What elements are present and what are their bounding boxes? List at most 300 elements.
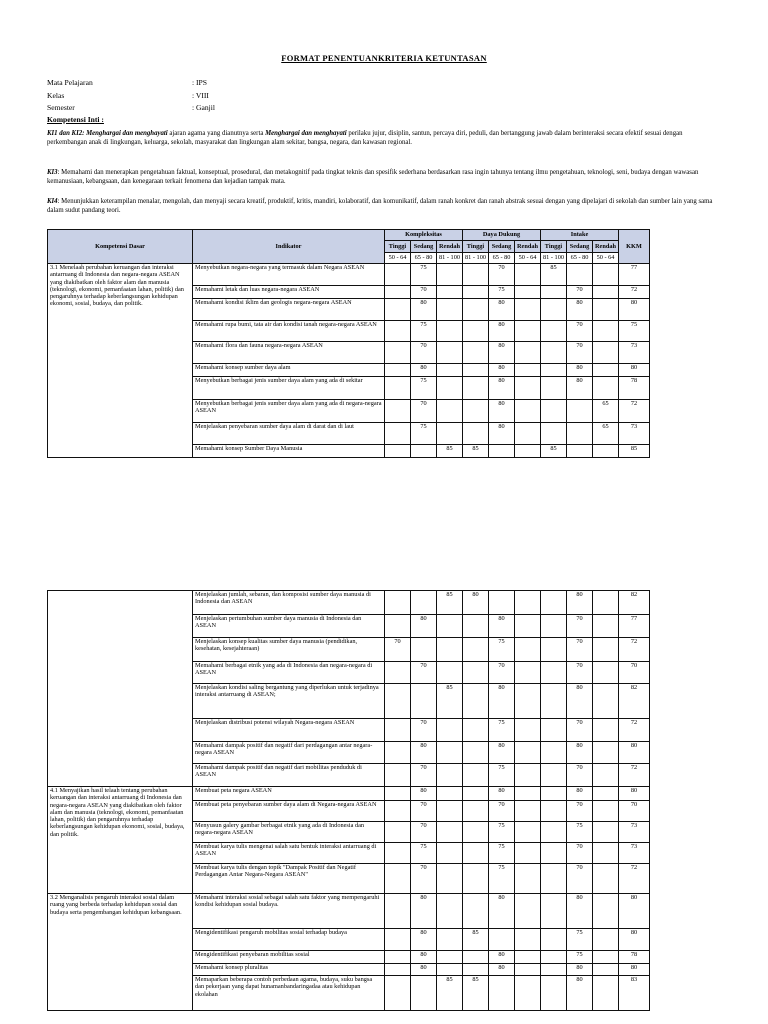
score-cell: 80 (489, 321, 515, 342)
score-cell (567, 445, 593, 458)
score-cell: 85 (541, 264, 567, 286)
score-cell: 65 (593, 400, 619, 423)
kkm-cell: 80 (619, 894, 650, 929)
ki12-paragraph (47, 129, 723, 147)
score-cell (515, 964, 541, 976)
score-cell (541, 964, 567, 976)
score-cell (437, 964, 463, 976)
score-cell: 80 (411, 364, 437, 377)
score-cell (515, 822, 541, 843)
indikator-cell: Memahami letak dan luas negara-negara ASEAN (193, 286, 385, 299)
score-cell (385, 591, 411, 615)
kkm-cell: 72 (619, 286, 650, 299)
score-cell (437, 615, 463, 638)
score-cell (411, 684, 437, 719)
range-header: 65 - 80 (567, 253, 593, 264)
score-cell (385, 615, 411, 638)
score-cell (411, 976, 437, 1011)
score-cell (515, 400, 541, 423)
score-cell (463, 638, 489, 662)
kkm-cell: 80 (619, 299, 650, 321)
score-cell (567, 423, 593, 445)
score-cell: 75 (411, 423, 437, 445)
score-cell (463, 742, 489, 764)
score-cell: 70 (411, 719, 437, 742)
kkm-cell: 78 (619, 377, 650, 400)
kkm-cell: 73 (619, 822, 650, 843)
score-cell (593, 364, 619, 377)
indikator-cell: Menjelaskan pertumbuhan sumber daya manusia di Indonesia dan ASEAN (193, 615, 385, 638)
score-cell (489, 591, 515, 615)
score-cell: 70 (411, 662, 437, 684)
level-header: Rendah (437, 241, 463, 253)
indikator-cell: Memahami berbagai etnik yang ada di Indonesia dan negara-negara di ASEAN (193, 662, 385, 684)
score-cell: 75 (489, 764, 515, 787)
kkm-cell: 82 (619, 591, 650, 615)
score-cell (541, 615, 567, 638)
score-cell: 80 (567, 377, 593, 400)
score-cell (541, 929, 567, 951)
score-cell (515, 894, 541, 929)
score-cell (593, 342, 619, 364)
score-cell: 70 (411, 801, 437, 822)
score-cell: 70 (489, 662, 515, 684)
score-cell: 80 (489, 964, 515, 976)
score-cell (385, 801, 411, 822)
ki12-bold-1: Menghargai dan menghayati (86, 130, 168, 137)
score-cell (489, 976, 515, 1011)
score-cell (541, 801, 567, 822)
score-cell (437, 364, 463, 377)
score-cell (593, 321, 619, 342)
indikator-cell: Memahami flora dan fauna negara-negara ASEAN (193, 342, 385, 364)
score-cell (463, 377, 489, 400)
score-cell: 80 (489, 787, 515, 801)
ki4-lead: KI4 (47, 198, 58, 205)
score-cell: 80 (489, 742, 515, 764)
score-cell: 80 (567, 591, 593, 615)
score-cell: 80 (463, 591, 489, 615)
score-cell: 70 (411, 400, 437, 423)
score-cell: 80 (567, 364, 593, 377)
score-cell: 80 (489, 377, 515, 400)
score-cell: 85 (437, 591, 463, 615)
range-header: 81 - 100 (463, 253, 489, 264)
meta-value: : Ganjil (192, 103, 215, 112)
score-cell (385, 400, 411, 423)
kkm-cell: 80 (619, 787, 650, 801)
ki3-paragraph (47, 168, 723, 186)
score-cell (385, 342, 411, 364)
score-cell (593, 964, 619, 976)
score-cell (385, 894, 411, 929)
score-cell (463, 787, 489, 801)
indikator-cell: Memahami konsep sumber daya alam (193, 364, 385, 377)
score-cell (515, 615, 541, 638)
score-cell: 80 (411, 951, 437, 964)
score-cell (593, 591, 619, 615)
kkm-cell: 73 (619, 423, 650, 445)
score-cell (437, 423, 463, 445)
score-cell: 70 (567, 662, 593, 684)
indikator-cell: Menjelaskan jumlah, sebaran, dan komposisi sumber daya manusia di Indonesia dan ASEAN (193, 591, 385, 615)
score-cell: 75 (567, 951, 593, 964)
range-header: 65 - 80 (411, 253, 437, 264)
score-cell (437, 742, 463, 764)
score-cell: 70 (567, 638, 593, 662)
score-cell: 75 (489, 822, 515, 843)
score-cell (437, 951, 463, 964)
indikator-cell: Memahami konsep Sumber Daya Manusia (193, 445, 385, 458)
score-cell (541, 321, 567, 342)
score-cell (437, 286, 463, 299)
kkm-cell: 80 (619, 364, 650, 377)
score-cell (541, 684, 567, 719)
score-cell (385, 684, 411, 719)
score-cell: 80 (489, 423, 515, 445)
ki12-bold-2: Menghargai dan menghayati (265, 130, 347, 137)
indikator-cell: Memahami dampak positif dan negatif dari perdagangan antar negara-negara ASEAN (193, 742, 385, 764)
score-cell (463, 286, 489, 299)
score-cell (515, 423, 541, 445)
score-cell (515, 764, 541, 787)
indikator-cell: Mengidentifikasi penyebaran mobilitas sosial (193, 951, 385, 964)
score-cell (437, 299, 463, 321)
score-cell (515, 299, 541, 321)
score-cell (385, 764, 411, 787)
score-cell: 70 (567, 321, 593, 342)
ki12-lead: KI1 dan KI2: (47, 130, 87, 137)
indikator-cell: Menjelaskan distribusi potensi wilayah Negara-negara ASEAN (193, 719, 385, 742)
score-cell: 70 (411, 342, 437, 364)
range-header: 50 - 64 (515, 253, 541, 264)
score-cell: 80 (411, 929, 437, 951)
indikator-cell: Menjelaskan kondisi saling bergantung yang diperlukan untuk terjadinya interaksi antarruang di ASEAN; (193, 684, 385, 719)
score-cell (515, 719, 541, 742)
indikator-cell: Menyebutkan negara-negara yang termasuk dalam Negara ASEAN (193, 264, 385, 286)
range-header: 81 - 100 (437, 253, 463, 264)
score-cell (437, 864, 463, 894)
score-cell (385, 951, 411, 964)
indikator-cell: Memahami interaksi sosial sebagai salah satu faktor yang mempengaruhi kondisi kehidupan sosial budaya. (193, 894, 385, 929)
score-cell: 70 (567, 286, 593, 299)
score-cell: 70 (567, 342, 593, 364)
ki3-text: : Memahami dan menerapkan pengetahuan faktual, konseptual, prosedural, dan metakognitif pada tingkat teknis dan spesifik sederhana berdasarkan rasa ingin tahunya tentang ilmu pengetahuan, teknologi, seni, budaya dengan wawasan kemanusiaan, kebangsaan, dan kenegaraan terkait fenomena dan kejadian tampak mata. (47, 169, 699, 185)
score-cell (385, 964, 411, 976)
kkm-cell: 85 (619, 445, 650, 458)
ki4-text: : Menunjukkan keterampilan menalar, mengolah, dan menyaji secara kreatif, produktif, kritis, mandiri, kolaboratif, dan komunikatif, dalam ranah konkret dan ranah abstrak sesuai dengan yang dipelajari di sekolah dan sumber lain yang sama dalam sudut pandang teori. (47, 198, 713, 214)
kkm-cell: 77 (619, 615, 650, 638)
score-cell (593, 684, 619, 719)
score-cell (385, 929, 411, 951)
score-cell (437, 400, 463, 423)
score-cell: 70 (567, 864, 593, 894)
score-cell (463, 684, 489, 719)
score-cell (593, 822, 619, 843)
score-cell (437, 929, 463, 951)
indikator-cell: Membuat karya tulis dengan topik "Dampak Positif dan Negatif Perdagangan Antar Negara-Negara ASEAN" (193, 864, 385, 894)
kkm-cell: 83 (619, 976, 650, 1011)
score-cell (385, 864, 411, 894)
score-cell (515, 377, 541, 400)
score-cell: 80 (411, 964, 437, 976)
score-cell (515, 662, 541, 684)
score-cell (463, 843, 489, 864)
score-cell: 80 (567, 299, 593, 321)
score-cell (541, 894, 567, 929)
indikator-cell: Membuat peta penyebaran sumber daya alam di Negara-negara ASEAN (193, 801, 385, 822)
kkm-cell: 82 (619, 684, 650, 719)
score-cell (541, 787, 567, 801)
meta-value: : IPS (192, 78, 207, 87)
score-cell (385, 321, 411, 342)
level-header: Tinggi (463, 241, 489, 253)
score-cell (489, 929, 515, 951)
score-cell (593, 787, 619, 801)
indikator-cell: Memahami konsep pluralitas (193, 964, 385, 976)
score-cell (437, 638, 463, 662)
score-cell (385, 299, 411, 321)
score-cell: 85 (463, 445, 489, 458)
score-cell (463, 662, 489, 684)
score-cell (515, 364, 541, 377)
score-cell: 80 (489, 364, 515, 377)
score-cell: 85 (541, 445, 567, 458)
score-cell (541, 951, 567, 964)
kkm-cell: 77 (619, 264, 650, 286)
score-cell (541, 843, 567, 864)
score-cell (593, 638, 619, 662)
score-cell (541, 342, 567, 364)
kkm-cell: 72 (619, 764, 650, 787)
kkm-cell: 73 (619, 843, 650, 864)
score-cell (437, 764, 463, 787)
ki4-paragraph (47, 197, 723, 215)
score-cell (593, 951, 619, 964)
meta-block (47, 77, 215, 115)
kompetensi-dasar-cell: 3.2 Menganalisis pengaruh interaksi sosial dalam ruang yang berbeda terhadap kehidupan sosial dan budaya serta pengembangan kehidupan kebangsaan. (48, 894, 193, 1011)
score-cell: 80 (489, 684, 515, 719)
kkm-cell: 72 (619, 638, 650, 662)
kkm-cell: 72 (619, 719, 650, 742)
score-cell (515, 787, 541, 801)
score-cell (593, 976, 619, 1011)
meta-row-subject (47, 77, 215, 90)
kkm-table-page-1 (47, 229, 650, 458)
range-header: 50 - 64 (593, 253, 619, 264)
score-cell (593, 764, 619, 787)
header-kompetensi-dasar: Kompetensi Dasar (48, 230, 193, 264)
document-title: FORMAT PENENTUANKRITERIA KETUNTASAN (281, 53, 487, 63)
score-cell: 80 (489, 342, 515, 364)
score-cell (437, 264, 463, 286)
score-cell: 70 (567, 843, 593, 864)
score-cell (541, 638, 567, 662)
score-cell (463, 822, 489, 843)
score-cell (515, 342, 541, 364)
score-cell (437, 321, 463, 342)
score-cell: 80 (567, 894, 593, 929)
score-cell: 80 (489, 615, 515, 638)
score-cell (463, 719, 489, 742)
score-cell (593, 864, 619, 894)
score-cell (593, 377, 619, 400)
header-kkm: KKM (619, 230, 650, 264)
score-cell (541, 299, 567, 321)
score-cell (541, 742, 567, 764)
ki12-text-2: perilaku jujur, disiplin, santun, percaya diri, peduli, dan bertanggung jawab dalam berinteraksi secara efektif sesuai dengan perkembangan anak di lingkungan, keluarga, sekolah, masyarakat dan lingkungan alam sekitar, bangsa, negara, dan kawasan regional. (47, 130, 683, 146)
score-cell (463, 299, 489, 321)
score-cell (515, 684, 541, 719)
score-cell (385, 976, 411, 1011)
score-cell (593, 615, 619, 638)
score-cell (385, 423, 411, 445)
score-cell (515, 742, 541, 764)
score-cell (515, 321, 541, 342)
score-cell: 70 (489, 264, 515, 286)
score-cell (437, 894, 463, 929)
kkm-cell: 80 (619, 964, 650, 976)
score-cell (541, 822, 567, 843)
score-cell (437, 377, 463, 400)
score-cell (515, 286, 541, 299)
indikator-cell: Membuat peta negara ASEAN (193, 787, 385, 801)
score-cell: 75 (489, 286, 515, 299)
level-header: Tinggi (541, 241, 567, 253)
score-cell (515, 976, 541, 1011)
score-cell: 70 (385, 638, 411, 662)
score-cell (541, 976, 567, 1011)
indikator-cell: Memahami dampak positif dan negatif dari mobilitas penduduk di ASEAN (193, 764, 385, 787)
score-cell: 75 (411, 321, 437, 342)
indikator-cell: Menyusun galery gambar berbagai etnik yang ada di Indonesia dan negara-negara ASEAN (193, 822, 385, 843)
score-cell (541, 400, 567, 423)
kkm-cell: 72 (619, 864, 650, 894)
header-kompleksitas: Kompleksitas (385, 230, 463, 241)
score-cell (515, 801, 541, 822)
score-cell (593, 801, 619, 822)
score-cell (593, 445, 619, 458)
score-cell: 75 (411, 264, 437, 286)
score-cell: 85 (437, 445, 463, 458)
score-cell (541, 591, 567, 615)
indikator-cell: Memahami rupa bumi, tata air dan kondisi tanah negara-negara ASEAN (193, 321, 385, 342)
score-cell: 80 (411, 742, 437, 764)
score-cell (463, 951, 489, 964)
score-cell (463, 864, 489, 894)
score-cell (463, 423, 489, 445)
kkm-cell: 78 (619, 951, 650, 964)
level-header: Rendah (593, 241, 619, 253)
score-cell: 70 (411, 864, 437, 894)
meta-label: Semester (47, 103, 75, 112)
score-cell (411, 445, 437, 458)
kkm-cell: 72 (619, 400, 650, 423)
score-cell (437, 822, 463, 843)
score-cell (437, 801, 463, 822)
score-cell: 75 (567, 929, 593, 951)
score-cell: 80 (411, 894, 437, 929)
range-header: 81 - 100 (541, 253, 567, 264)
score-cell: 85 (437, 976, 463, 1011)
score-cell: 80 (489, 951, 515, 964)
score-cell: 75 (489, 864, 515, 894)
score-cell (411, 638, 437, 662)
level-header: Rendah (515, 241, 541, 253)
score-cell (541, 662, 567, 684)
score-cell (567, 264, 593, 286)
score-cell: 85 (463, 976, 489, 1011)
score-cell (463, 342, 489, 364)
score-cell (593, 929, 619, 951)
score-cell: 80 (567, 787, 593, 801)
score-cell: 70 (567, 615, 593, 638)
score-cell (385, 742, 411, 764)
score-cell (515, 264, 541, 286)
score-cell (437, 843, 463, 864)
score-cell (541, 864, 567, 894)
score-cell (515, 591, 541, 615)
score-cell (437, 719, 463, 742)
header-daya-dukung: Daya Dukung (463, 230, 541, 241)
score-cell: 70 (411, 286, 437, 299)
score-cell: 75 (489, 638, 515, 662)
score-cell: 80 (411, 787, 437, 801)
score-cell (593, 286, 619, 299)
score-cell (437, 662, 463, 684)
score-cell: 70 (411, 822, 437, 843)
range-header: 65 - 80 (489, 253, 515, 264)
score-cell: 80 (489, 894, 515, 929)
level-header: Sedang (489, 241, 515, 253)
score-cell (515, 843, 541, 864)
score-cell (541, 764, 567, 787)
ki3-lead: KI3 (47, 169, 58, 176)
indikator-cell: Mengidentifikasi pengaruh mobilitas sosial terhadap budaya (193, 929, 385, 951)
score-cell (463, 964, 489, 976)
score-cell (463, 364, 489, 377)
ki-heading: Kompetensi Inti : (47, 115, 104, 124)
kkm-cell: 80 (619, 742, 650, 764)
score-cell (515, 864, 541, 894)
header-indikator: Indikator (193, 230, 385, 264)
table-row (48, 787, 650, 801)
score-cell (385, 822, 411, 843)
score-cell: 85 (463, 929, 489, 951)
score-cell: 80 (567, 742, 593, 764)
score-cell (593, 264, 619, 286)
kkm-cell: 70 (619, 662, 650, 684)
indikator-cell: Menyebutkan berbagai jenis sumber daya alam yang ada di negara-negara ASEAN (193, 400, 385, 423)
score-cell (515, 951, 541, 964)
meta-label: Kelas (47, 90, 65, 100)
score-cell (541, 364, 567, 377)
score-cell (463, 894, 489, 929)
score-cell: 70 (411, 764, 437, 787)
score-cell (385, 787, 411, 801)
score-cell: 80 (411, 615, 437, 638)
score-cell (541, 377, 567, 400)
score-cell (463, 801, 489, 822)
meta-label: Mata Pelajaran (47, 78, 93, 87)
score-cell (463, 321, 489, 342)
indikator-cell: Menjelaskan penyebaran sumber daya alam di darat dan di laut (193, 423, 385, 445)
score-cell: 75 (411, 377, 437, 400)
kompetensi-dasar-cell (48, 591, 193, 787)
range-header: 50 - 64 (385, 253, 411, 264)
score-cell (541, 423, 567, 445)
score-cell (437, 787, 463, 801)
